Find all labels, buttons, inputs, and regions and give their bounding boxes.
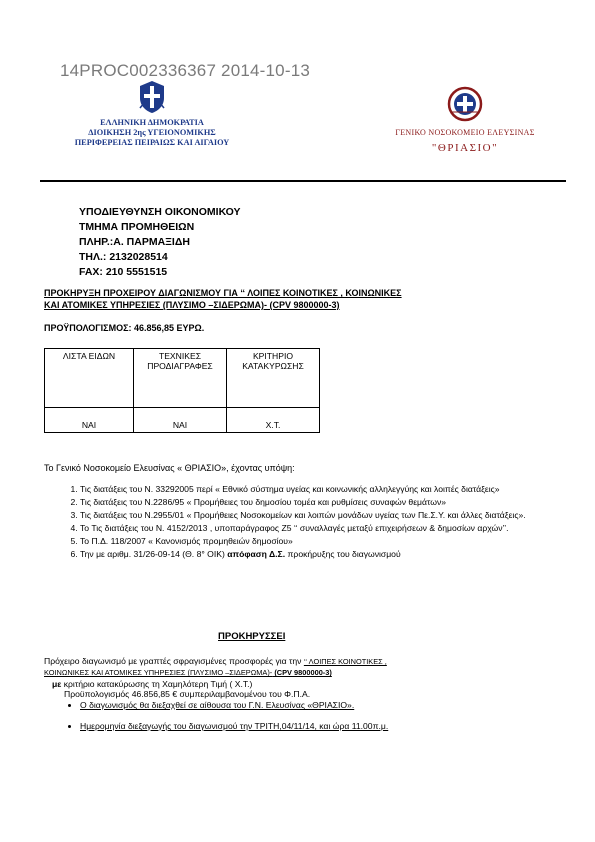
tender-line-4: Προϋπολογισμός 46.856,85 € συμπεριλαμβανομένου του Φ.Π.Α. xyxy=(64,689,311,700)
provision-6-decision: απόφαση Δ.Σ. xyxy=(227,548,286,559)
criteria-header-row xyxy=(45,349,320,408)
hospital-header xyxy=(350,86,580,154)
subject-line xyxy=(44,287,554,311)
tender-line-1-subject: ‘‘ ΛΟΙΠΕΣ ΚΟΙΝΟΤΙΚΕΣ , xyxy=(303,657,387,666)
header-line-republic: ΕΛΛΗΝΙΚΗ ΔΗΜΟΚΡΑΤΙΑ xyxy=(100,118,204,127)
tender-line-1 xyxy=(44,656,554,667)
hospital-logo-icon xyxy=(447,86,483,122)
greek-emblem-icon xyxy=(138,80,166,114)
tender-body xyxy=(44,656,554,700)
budget-amount: ΠΡΟΫΠΟΛΟΓΙΣΜΟΣ: 46.856,85 ΕΥΡΩ. xyxy=(44,323,205,333)
criteria-value-items: ΝΑΙ xyxy=(45,408,134,433)
hospital-short-name: "ΘΡΙΑΣΙΟ" xyxy=(431,142,499,154)
document-watermark-id: 14PROC002336367 2014-10-13 xyxy=(60,61,310,80)
sender-phone: ΤΗΛ.: 2132028514 xyxy=(79,251,168,263)
provision-item: 5. Το Π.Δ. 118/2007 « Κανονισμός προμηθειών δημοσίου» xyxy=(80,536,570,547)
tender-location: • Ο διαγωνισμός θα διεξαχθεί σε αίθουσα του Γ.Ν. Ελευσίνας «ΘΡΙΑΣΙΟ». xyxy=(80,700,388,711)
tender-line-3 xyxy=(44,679,554,689)
provision-item: 2. Τις διατάξεις του Ν.2286/95 « Προμήθειες του δημοσίου τομέα και ρυθμίσεις συναφών θεμάτων» xyxy=(80,497,570,508)
tender-line-2 xyxy=(44,667,554,678)
provision-6-post: προκήρυξης του διαγωνισμού xyxy=(285,548,401,559)
provision-item: 1. Τις διατάξεις του Ν. 33292005 περί « Εθνικό σύστημα υγείας και κοινωνικής αλληλεγγύης και λοιπές διατάξεις» xyxy=(80,484,570,495)
criteria-value-award: Χ.Τ. xyxy=(227,408,320,433)
sender-block xyxy=(79,205,241,280)
hospital-name: ΓΕΝΙΚΟ ΝΟΣΟΚΟΜΕΙΟ ΕΛΕΥΣΙΝΑΣ xyxy=(395,128,535,137)
header-line-directorate: ΔΙΟΙΚΗΣΗ 2ης ΥΓΕΙΟΝΟΜΙΚΗΣ xyxy=(88,128,216,137)
criteria-value-specs: ΝΑΙ xyxy=(134,408,227,433)
tender-line-1-text: Πρόχειρο διαγωνισμό με γραπτές σφραγισμένες προσφορές για την xyxy=(44,656,304,666)
tender-line-3-criterion: κριτήριο κατακύρωσης τη Χαμηλότερη Τιμή ( Χ.Τ.) xyxy=(61,678,253,689)
provision-item: 3. Τις διατάξεις του Ν.2955/01 « Προμήθειες Νοσοκομείων και λοιπών μονάδων υγείας των Πε.Σ.Υ. και άλλες διατάξεις». xyxy=(80,510,570,521)
tender-date-time: • Ημερομηνία διεξαγωγής του διαγωνισμού την ΤΡΙΤΗ,04/11/14, και ώρα 11.00π.μ. xyxy=(80,721,388,732)
provisions-list xyxy=(60,484,570,562)
criteria-value-row xyxy=(45,408,320,433)
sender-contact-person: ΠΛΗΡ.:Α. ΠΑΡΜΑΞΙΔΗ xyxy=(79,236,190,248)
intro-paragraph: Το Γενικό Νοσοκομείο Ελευσίνας « ΘΡΙΑΣΙΟ», έχοντας υπόψη: xyxy=(44,463,295,473)
tender-line-2-cpv: (CPV 9800000-3) xyxy=(272,668,332,678)
tender-line-3-with: με xyxy=(52,678,62,689)
sender-fax: FAX: 210 5551515 xyxy=(79,266,168,278)
criteria-table xyxy=(44,348,320,433)
criteria-header-items: ΛΙΣΤΑ ΕΙΔΩΝ xyxy=(45,349,134,408)
subject-line-1: ΠΡΟΚΗΡΥΞΗ ΠΡΟΧΕΙΡΟΥ ΔΙΑΓΩΝΙΣΜΟΥ ΓΙΑ ‘‘ ΛΟΙΠΕΣ ΚΟΙΝΟΤΙΚΕΣ , ΚΟΙΝΩΝΙΚΕΣ xyxy=(44,288,402,298)
ministry-header xyxy=(52,80,252,148)
tender-details-list xyxy=(60,700,388,742)
subject-line-2: ΚΑΙ ΑΤΟΜΙΚΕΣ ΥΠΗΡΕΣΙΕΣ (ΠΛΥΣΙΜΟ –ΣΙΔΕΡΩΜΑ)- (CPV 9800000-3) xyxy=(44,300,340,310)
criteria-header-award: ΚΡΙΤΗΡΙΟ ΚΑΤΑΚΥΡΩΣΗΣ xyxy=(227,349,320,408)
sender-section: ΤΜΗΜΑ ΠΡΟΜΗΘΕΙΩΝ xyxy=(79,221,195,233)
header-line-region: ΠΕΡΙΦΕΡΕΙΑΣ ΠΕΙΡΑΙΩΣ ΚΑΙ ΑΙΓΑΙΟΥ xyxy=(74,138,230,147)
provision-item: 4. Το Τις διατάξεις του Ν. 4152/2013 , υποπαράγραφος Ζ5 ‘‘ συναλλαγές μεταξύ επιχειρήσεων & δημοσίων αρχών’’. xyxy=(80,523,570,534)
criteria-header-specs: ΤΕΧΝΙΚΕΣ ΠΡΟΔΙΑΓΡΑΦΕΣ xyxy=(134,349,227,408)
proclamation-heading: ΠΡΟΚΗΡΥΣΣΕΙ xyxy=(218,631,286,642)
provision-6-pre: Την με αριθμ. 31/26-09-14 (Θ. 8° ΟΙΚ) xyxy=(80,548,228,559)
header-divider xyxy=(40,180,566,182)
tender-line-2-subject: ΚΟΙΝΩΝΙΚΕΣ ΚΑΙ ΑΤΟΜΙΚΕΣ ΥΠΗΡΕΣΙΕΣ (ΠΛΥΣΙΜΟ –ΣΙΔΕΡΩΜΑ)- xyxy=(44,668,273,678)
sender-department: ΥΠΟΔΙΕΥΘΥΝΣΗ ΟΙΚΟΝΟΜΙΚΟΥ xyxy=(79,206,241,218)
provision-item xyxy=(80,549,570,560)
